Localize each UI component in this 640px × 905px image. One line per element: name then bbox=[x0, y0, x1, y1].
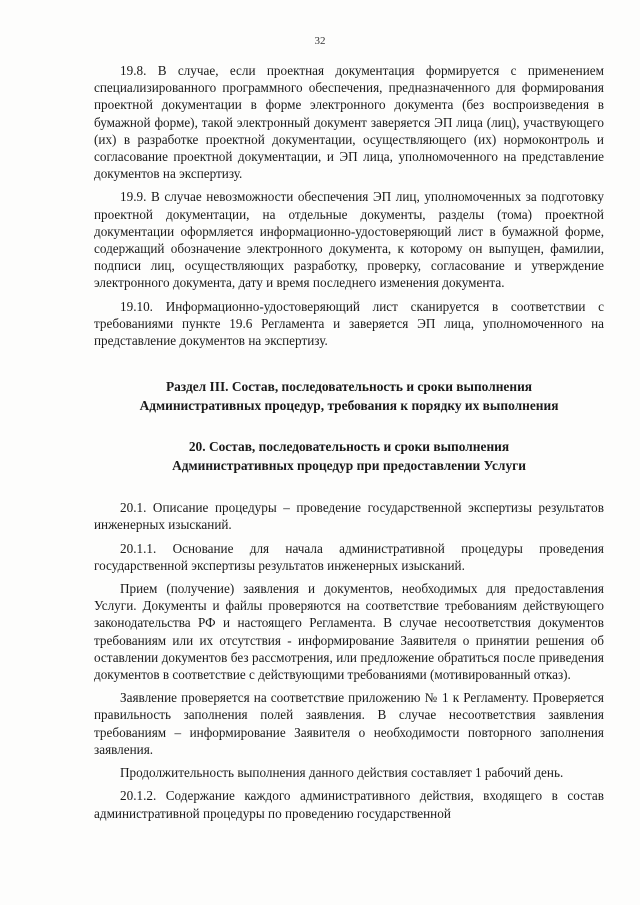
section-heading bbox=[94, 377, 604, 415]
paragraph-reception: Прием (получение) заявления и документов, необходимых для предоставления Услуги. Документы и файлы проверяются на соответствие требованиям действующего законодательства РФ и настоящего Регламента. В случае несоответствия документов требованиям или их отсутствия - информирование Заявителя о принятии решения об оставлении документов без рассмотрения, или предложение обратиться после приведения документов в соответствие с действующими требованиями (мотивированный отказ). bbox=[94, 581, 604, 683]
paragraph-19-10: 19.10. Информационно-удостоверяющий лист сканируется в соответствии с требованиями пункте 19.6 Регламента и заверяется ЭП лица, уполномоченного на представление документов на экспертизу. bbox=[94, 298, 604, 349]
paragraph-19-9: 19.9. В случае невозможности обеспечения ЭП лиц, уполномоченных за подготовку проектной документации, на отдельные документы, разделы (тома) проектной документации оформляется информационно-удостоверяющий лист в бумажной форме, содержащий обозначение электронного документа, к которому он выпущен, фамилии, подписи лиц, осуществляющих разработку, проверку, согласование и утверждение электронного документа, дату и время последнего изменения документа. bbox=[94, 189, 604, 291]
subsection-heading bbox=[94, 437, 604, 475]
paragraph-application-check: Заявление проверяется на соответствие приложению № 1 к Регламенту. Проверяется правильность заполнения полей заявления. В случае несоответствия заявления требованиям – информирование Заявителя о необходимости повторного заполнения заявления. bbox=[94, 690, 604, 757]
page-number: 32 bbox=[314, 35, 326, 47]
paragraph-19-8: 19.8. В случае, если проектная документация формируется с применением специализированного программного обеспечения, предназначенного для формирования проектной документации в форме электронного документа (без воспроизведения в бумажной форме), такой электронный документ заверяется ЭП лица (лиц), участвующего (их) в разработке проектной документации, осуществляющего (их) нормоконтроль и согласование проектной документации, и ЭП лица, уполномоченного на представление документов на экспертизу. bbox=[94, 63, 604, 182]
paragraph-20-1-1: 20.1.1. Основание для начала административной процедуры проведения государственной экспертизы результатов инженерных изысканий. bbox=[94, 540, 604, 573]
paragraph-20-1-2: 20.1.2. Содержание каждого административного действия, входящего в состав административной процедуры по проведению государственной bbox=[94, 788, 604, 821]
paragraph-20-1: 20.1. Описание процедуры – проведение государственной экспертизы результатов инженерных изысканий. bbox=[94, 500, 604, 533]
subsection-heading-line-2: Административных процедур при предоставлении Услуги bbox=[172, 458, 526, 474]
page-content bbox=[94, 62, 604, 822]
section-heading-line-2: Административных процедур, требования к порядку их выполнения bbox=[139, 398, 559, 414]
paragraph-duration: Продолжительность выполнения данного действия составляет 1 рабочий день. bbox=[120, 765, 564, 781]
section-heading-line-1: Раздел III. Состав, последовательность и сроки выполнения bbox=[165, 379, 533, 395]
subsection-heading-line-1: 20. Состав, последовательность и сроки выполнения bbox=[188, 439, 510, 455]
